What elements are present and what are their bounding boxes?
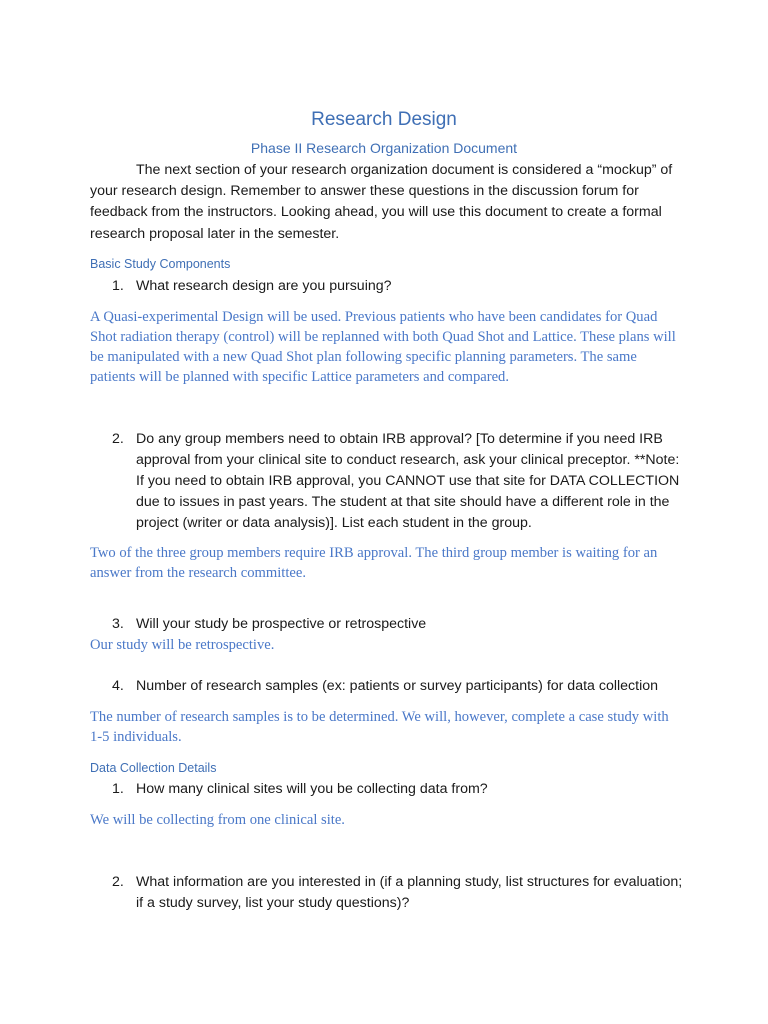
question-number: 1. <box>112 781 124 797</box>
answer-text: The number of research samples is to be determined. We will, however, complete a case study with 1-5 individuals. <box>90 709 669 745</box>
answer-text: Our study will be retrospective. <box>90 637 275 653</box>
section-heading-basic-study-components: Basic Study Components <box>90 257 231 271</box>
question-text: Number of research samples (ex: patients or survey participants) for data collection <box>136 678 659 694</box>
question-item <box>112 676 684 697</box>
question-number: 3. <box>112 616 124 632</box>
question-text: What information are you interested in (if a planning study, list structures for evaluation; if a study survey, list your study questions)? <box>136 874 683 911</box>
document-title: Research Design <box>311 109 457 130</box>
question-item <box>112 276 684 297</box>
intro-paragraph: The next section of your research organization document is considered a “mockup” of your research design. Remember to answer these questions in the discussion forum for feedback from the instructors. Looking ahead, you will use this document to create a formal research proposal later in the semester. <box>90 162 673 242</box>
answer-text: We will be collecting from one clinical site. <box>90 812 345 828</box>
question-item <box>112 872 684 914</box>
section-heading-data-collection-details: Data Collection Details <box>90 761 217 775</box>
answer-text: Two of the three group members require IRB approval. The third group member is waiting for an answer from the research committee. <box>90 545 658 581</box>
question-item <box>112 779 684 800</box>
document-subtitle: Phase II Research Organization Document <box>250 140 518 156</box>
question-item <box>112 429 684 534</box>
question-text: Will your study be prospective or retrospective <box>136 616 427 632</box>
question-number: 1. <box>112 278 124 294</box>
question-number: 2. <box>112 431 124 447</box>
question-text: Do any group members need to obtain IRB approval? [To determine if you need IRB approval from your clinical site to conduct research, ask your clinical preceptor. **Note: If you need to obtain IRB approval, you CANNOT use that site for DATA COLLECTION due to issues in past years. The student at that site should have a different role in the project (writer or data analysis)]. List each student in the group. <box>136 431 680 531</box>
question-number: 2. <box>112 874 124 890</box>
question-number: 4. <box>112 678 124 694</box>
question-text: How many clinical sites will you be collecting data from? <box>136 781 488 797</box>
question-item <box>112 614 684 635</box>
answer-text: A Quasi-experimental Design will be used. Previous patients who have been candidates for Quad Shot radiation therapy (control) will be replanned with both Quad Shot and Lattice. These plans will be manipulated with a new Quad Shot plan following specific planning parameters. The same patients will be planned with specific Lattice parameters and compared. <box>90 309 676 385</box>
question-text: What research design are you pursuing? <box>136 278 392 294</box>
